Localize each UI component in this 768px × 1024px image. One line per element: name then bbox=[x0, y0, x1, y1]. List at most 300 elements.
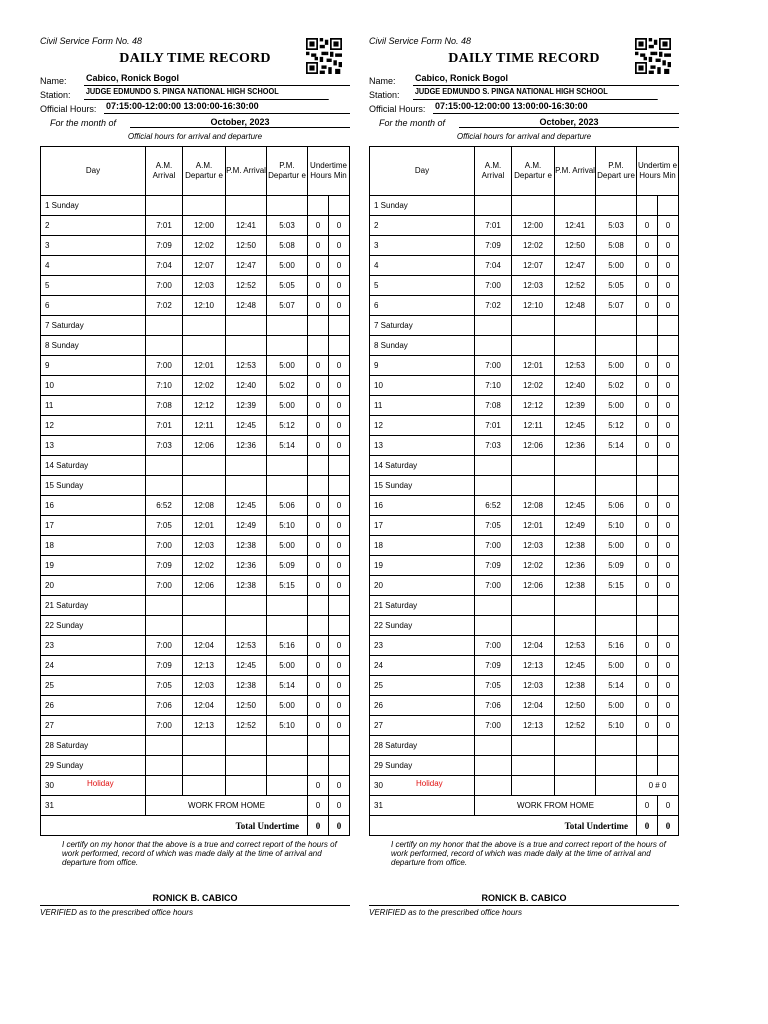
undertime-min-cell bbox=[657, 616, 678, 636]
undertime-hours-cell: 0 bbox=[637, 516, 658, 536]
day-cell: 6 bbox=[370, 296, 475, 316]
undertime-min-cell: 0 bbox=[657, 376, 678, 396]
undertime-min-cell bbox=[657, 596, 678, 616]
total-hours-cell: 0 bbox=[637, 816, 658, 836]
table-row bbox=[41, 656, 350, 676]
work-from-home-label: WORK FROM HOME bbox=[146, 796, 308, 816]
undertime-hours-cell: 0 bbox=[637, 696, 658, 716]
pm-arrival-cell: 12:48 bbox=[226, 296, 267, 316]
undertime-hours-cell: 0 bbox=[637, 416, 658, 436]
pm-departure-cell bbox=[596, 596, 637, 616]
undertime-hours-cell bbox=[637, 596, 658, 616]
am-departure-cell: 12:04 bbox=[512, 636, 555, 656]
am-departure-cell: 12:00 bbox=[183, 216, 226, 236]
work-from-home-row bbox=[41, 796, 350, 816]
day-cell: 21 Saturday bbox=[370, 596, 475, 616]
table-row bbox=[41, 216, 350, 236]
certification-text: I certify on my honor that the above is a true and correct report of the hours of work performed, record of which was made daily at the time of arrival and departure from office. bbox=[391, 840, 666, 867]
pm-departure-cell bbox=[267, 776, 308, 796]
day-cell: 4 bbox=[370, 256, 475, 276]
total-undertime-label: Total Undertime bbox=[41, 816, 308, 836]
table-row bbox=[41, 696, 350, 716]
am-arrival-cell bbox=[146, 776, 183, 796]
undertime-min-cell bbox=[657, 336, 678, 356]
undertime-hours-cell: 0 bbox=[308, 376, 329, 396]
am-arrival-cell bbox=[475, 776, 512, 796]
undertime-min-cell: 0 bbox=[657, 696, 678, 716]
pm-departure-cell: 5:00 bbox=[596, 396, 637, 416]
undertime-min-cell: 0 bbox=[657, 636, 678, 656]
am-arrival-cell bbox=[146, 596, 183, 616]
undertime-min-cell: 0 bbox=[328, 496, 349, 516]
table-row bbox=[41, 536, 350, 556]
am-departure-cell: 12:12 bbox=[183, 396, 226, 416]
undertime-hours-cell bbox=[308, 196, 329, 216]
day-cell: 17 bbox=[370, 516, 475, 536]
pm-departure-cell bbox=[596, 736, 637, 756]
pm-departure-cell: 5:00 bbox=[596, 696, 637, 716]
undertime-hours-cell: 0 bbox=[308, 356, 329, 376]
am-departure-cell: 12:01 bbox=[512, 516, 555, 536]
table-row bbox=[41, 356, 350, 376]
pm-arrival-cell: 12:45 bbox=[555, 496, 596, 516]
day-cell: 29 Sunday bbox=[370, 756, 475, 776]
pm-arrival-cell bbox=[226, 736, 267, 756]
undertime-hours-cell: 0 bbox=[637, 276, 658, 296]
day-cell: 13 bbox=[41, 436, 146, 456]
table-row bbox=[41, 736, 350, 756]
pm-arrival-cell: 12:38 bbox=[226, 536, 267, 556]
signatory-name: RONICK B. CABICO bbox=[40, 893, 350, 906]
am-departure-cell: 12:08 bbox=[183, 496, 226, 516]
day-cell: 23 bbox=[370, 636, 475, 656]
undertime-hours-cell bbox=[308, 336, 329, 356]
page-title: DAILY TIME RECORD bbox=[448, 51, 600, 66]
undertime-hours-cell bbox=[308, 316, 329, 336]
official-hours-label: Official Hours: bbox=[369, 104, 426, 114]
table-row bbox=[41, 596, 350, 616]
pm-departure-cell bbox=[267, 476, 308, 496]
day-cell: 12 bbox=[41, 416, 146, 436]
day-cell: 15 Sunday bbox=[41, 476, 146, 496]
am-arrival-cell: 7:00 bbox=[475, 536, 512, 556]
day-cell: 29 Sunday bbox=[41, 756, 146, 776]
table-row bbox=[41, 476, 350, 496]
pm-departure-cell: 5:08 bbox=[596, 236, 637, 256]
undertime-min-cell: 0 bbox=[328, 416, 349, 436]
undertime-min-cell: 0 bbox=[657, 796, 678, 816]
am-arrival-cell: 6:52 bbox=[146, 496, 183, 516]
table-row bbox=[41, 436, 350, 456]
total-row bbox=[370, 816, 679, 836]
am-arrival-cell: 7:00 bbox=[475, 576, 512, 596]
table-row bbox=[370, 196, 679, 216]
am-arrival-cell: 7:02 bbox=[475, 296, 512, 316]
pm-arrival-cell bbox=[226, 476, 267, 496]
dtr-form-left bbox=[40, 36, 350, 917]
undertime-min-cell: 0 bbox=[328, 356, 349, 376]
pm-departure-cell: 5:15 bbox=[267, 576, 308, 596]
am-arrival-cell bbox=[146, 336, 183, 356]
pm-arrival-cell: 12:36 bbox=[555, 556, 596, 576]
table-row bbox=[370, 756, 679, 776]
total-undertime-label: Total Undertime bbox=[370, 816, 637, 836]
total-row bbox=[41, 816, 350, 836]
am-departure-cell: 12:02 bbox=[512, 376, 555, 396]
pm-arrival-cell bbox=[555, 756, 596, 776]
day-cell: 9 bbox=[370, 356, 475, 376]
day-cell: 31 bbox=[41, 796, 146, 816]
undertime-hours-cell bbox=[637, 316, 658, 336]
pm-arrival-cell bbox=[226, 196, 267, 216]
day-cell: 8 Sunday bbox=[370, 336, 475, 356]
pm-departure-cell bbox=[267, 456, 308, 476]
undertime-min-cell bbox=[657, 316, 678, 336]
name-label: Name: bbox=[40, 76, 67, 86]
pm-departure-cell bbox=[596, 616, 637, 636]
table-row bbox=[41, 676, 350, 696]
pm-arrival-cell: 12:50 bbox=[226, 696, 267, 716]
table-row bbox=[41, 616, 350, 636]
am-departure-cell: 12:07 bbox=[512, 256, 555, 276]
pm-arrival-cell: 12:50 bbox=[226, 236, 267, 256]
pm-departure-cell: 5:09 bbox=[596, 556, 637, 576]
day-cell: 15 Sunday bbox=[370, 476, 475, 496]
table-row bbox=[370, 736, 679, 756]
undertime-hours-cell: 0 bbox=[637, 576, 658, 596]
undertime-hours-cell bbox=[308, 456, 329, 476]
am-arrival-cell: 7:03 bbox=[146, 436, 183, 456]
am-departure-cell: 12:02 bbox=[183, 556, 226, 576]
undertime-min-cell: 0 bbox=[328, 536, 349, 556]
work-from-home-label: WORK FROM HOME bbox=[475, 796, 637, 816]
am-arrival-cell: 7:00 bbox=[146, 276, 183, 296]
am-departure-cell bbox=[512, 456, 555, 476]
pm-departure-cell bbox=[267, 336, 308, 356]
undertime-min-cell: 0 bbox=[328, 696, 349, 716]
undertime-min-cell: 0 bbox=[657, 496, 678, 516]
am-arrival-cell: 7:10 bbox=[475, 376, 512, 396]
pm-arrival-cell bbox=[555, 736, 596, 756]
am-arrival-cell bbox=[475, 456, 512, 476]
day-cell: 2 bbox=[370, 216, 475, 236]
am-arrival-cell: 7:08 bbox=[146, 396, 183, 416]
table-row bbox=[370, 416, 679, 436]
undertime-hours-cell: 0 bbox=[308, 636, 329, 656]
day-cell: 1 Sunday bbox=[41, 196, 146, 216]
am-arrival-cell: 7:00 bbox=[146, 356, 183, 376]
undertime-hours-cell: 0 bbox=[308, 696, 329, 716]
am-arrival-cell: 7:01 bbox=[146, 216, 183, 236]
table-row bbox=[370, 296, 679, 316]
pm-arrival-cell: 12:47 bbox=[226, 256, 267, 276]
am-arrival-cell: 7:04 bbox=[146, 256, 183, 276]
total-hours-cell: 0 bbox=[308, 816, 329, 836]
pm-departure-cell bbox=[267, 616, 308, 636]
am-arrival-cell bbox=[475, 336, 512, 356]
undertime-hours-cell: 0 bbox=[637, 796, 658, 816]
header-day: Day bbox=[370, 147, 475, 196]
am-arrival-cell: 7:00 bbox=[475, 716, 512, 736]
undertime-min-cell: 0 bbox=[657, 416, 678, 436]
undertime-hours-cell bbox=[637, 336, 658, 356]
undertime-hours-cell: 0 bbox=[308, 676, 329, 696]
day-cell: 24 bbox=[41, 656, 146, 676]
undertime-min-cell bbox=[328, 316, 349, 336]
am-arrival-cell: 7:09 bbox=[146, 236, 183, 256]
pm-arrival-cell: 12:52 bbox=[226, 276, 267, 296]
pm-arrival-cell: 12:41 bbox=[226, 216, 267, 236]
day-cell: 28 Saturday bbox=[41, 736, 146, 756]
pm-arrival-cell: 12:50 bbox=[555, 696, 596, 716]
pm-departure-cell: 5:05 bbox=[596, 276, 637, 296]
day-cell: 25 bbox=[41, 676, 146, 696]
undertime-min-cell: 0 bbox=[328, 276, 349, 296]
header-am-arrival: A.M. Arrival bbox=[146, 147, 183, 196]
undertime-hours-cell bbox=[637, 456, 658, 476]
pm-arrival-cell bbox=[226, 316, 267, 336]
day-cell: 23 bbox=[41, 636, 146, 656]
table-row bbox=[370, 356, 679, 376]
pm-arrival-cell: 12:45 bbox=[226, 416, 267, 436]
day-cell: 19 bbox=[370, 556, 475, 576]
undertime-hours-cell: 0 bbox=[637, 356, 658, 376]
am-arrival-cell: 7:09 bbox=[475, 236, 512, 256]
am-departure-cell: 12:02 bbox=[512, 556, 555, 576]
pm-departure-cell: 5:02 bbox=[267, 376, 308, 396]
undertime-min-cell: 0 bbox=[328, 716, 349, 736]
undertime-min-cell bbox=[328, 196, 349, 216]
undertime-hours-cell: 0 bbox=[637, 376, 658, 396]
pm-departure-cell: 5:00 bbox=[267, 396, 308, 416]
am-departure-cell: 12:02 bbox=[183, 236, 226, 256]
pm-arrival-cell bbox=[555, 316, 596, 336]
undertime-hours-cell bbox=[308, 616, 329, 636]
pm-departure-cell: 5:16 bbox=[267, 636, 308, 656]
undertime-hours-cell: 0 bbox=[308, 536, 329, 556]
am-departure-cell bbox=[512, 736, 555, 756]
am-arrival-cell: 6:52 bbox=[475, 496, 512, 516]
day-cell: 14 Saturday bbox=[370, 456, 475, 476]
undertime-min-cell bbox=[657, 456, 678, 476]
pm-departure-cell: 5:09 bbox=[267, 556, 308, 576]
undertime-min-cell: 0 bbox=[657, 576, 678, 596]
official-hours-value: 07:15:00-12:00:00 13:00:00-16:30:00 bbox=[433, 101, 679, 114]
table-row bbox=[370, 316, 679, 336]
undertime-min-cell: 0 bbox=[657, 356, 678, 376]
table-row bbox=[41, 276, 350, 296]
undertime-hours-cell bbox=[308, 756, 329, 776]
undertime-cell: 0 # 0 bbox=[637, 776, 679, 796]
am-departure-cell bbox=[183, 456, 226, 476]
am-arrival-cell: 7:10 bbox=[146, 376, 183, 396]
am-arrival-cell bbox=[146, 616, 183, 636]
day-cell: 17 bbox=[41, 516, 146, 536]
signatory-name: RONICK B. CABICO bbox=[369, 893, 679, 906]
undertime-min-cell: 0 bbox=[328, 296, 349, 316]
day-cell: 4 bbox=[41, 256, 146, 276]
day-cell: 10 bbox=[370, 376, 475, 396]
am-arrival-cell bbox=[475, 476, 512, 496]
am-departure-cell: 12:06 bbox=[512, 436, 555, 456]
am-arrival-cell: 7:09 bbox=[146, 656, 183, 676]
am-departure-cell bbox=[183, 736, 226, 756]
am-departure-cell: 12:01 bbox=[183, 516, 226, 536]
pm-departure-cell: 5:06 bbox=[596, 496, 637, 516]
am-arrival-cell: 7:00 bbox=[475, 356, 512, 376]
am-arrival-cell: 7:01 bbox=[146, 416, 183, 436]
pm-departure-cell: 5:12 bbox=[596, 416, 637, 436]
table-row bbox=[370, 656, 679, 676]
am-arrival-cell bbox=[475, 736, 512, 756]
pm-departure-cell: 5:10 bbox=[267, 716, 308, 736]
pm-arrival-cell: 12:52 bbox=[226, 716, 267, 736]
dtr-form-right bbox=[369, 36, 679, 917]
pm-arrival-cell: 12:38 bbox=[555, 576, 596, 596]
table-row bbox=[370, 376, 679, 396]
am-departure-cell: 12:03 bbox=[183, 676, 226, 696]
table-row bbox=[370, 696, 679, 716]
am-departure-cell: 12:01 bbox=[512, 356, 555, 376]
table-row bbox=[370, 436, 679, 456]
am-departure-cell: 12:13 bbox=[512, 656, 555, 676]
undertime-min-cell: 0 bbox=[328, 256, 349, 276]
table-row bbox=[370, 236, 679, 256]
day-cell: 22 Sunday bbox=[41, 616, 146, 636]
table-header bbox=[370, 147, 679, 196]
table-row bbox=[370, 616, 679, 636]
pm-departure-cell: 5:14 bbox=[267, 676, 308, 696]
undertime-min-cell bbox=[328, 596, 349, 616]
day-cell: 22 Sunday bbox=[370, 616, 475, 636]
table-row bbox=[370, 516, 679, 536]
undertime-min-cell bbox=[328, 616, 349, 636]
table-row bbox=[41, 756, 350, 776]
day-cell: 3 bbox=[370, 236, 475, 256]
employee-info bbox=[40, 72, 350, 128]
am-departure-cell: 12:00 bbox=[512, 216, 555, 236]
day-cell: 8 Sunday bbox=[41, 336, 146, 356]
table-row bbox=[41, 636, 350, 656]
day-cell: 18 bbox=[370, 536, 475, 556]
pm-arrival-cell: 12:40 bbox=[226, 376, 267, 396]
day-cell: 14 Saturday bbox=[41, 456, 146, 476]
undertime-hours-cell: 0 bbox=[308, 656, 329, 676]
pm-departure-cell bbox=[596, 336, 637, 356]
pm-arrival-cell: 12:45 bbox=[555, 416, 596, 436]
undertime-hours-cell: 0 bbox=[637, 296, 658, 316]
official-hours-note: Official hours for arrival and departure bbox=[127, 132, 263, 141]
am-departure-cell bbox=[512, 596, 555, 616]
station-name: JUDGE EDMUNDO S. PINGA NATIONAL HIGH SCHOOL bbox=[84, 87, 329, 100]
day-cell: 13 bbox=[370, 436, 475, 456]
table-row bbox=[41, 716, 350, 736]
am-departure-cell bbox=[183, 776, 226, 796]
undertime-min-cell: 0 bbox=[328, 236, 349, 256]
undertime-min-cell: 0 bbox=[657, 656, 678, 676]
am-departure-cell bbox=[512, 616, 555, 636]
am-arrival-cell bbox=[146, 756, 183, 776]
am-departure-cell bbox=[512, 476, 555, 496]
pm-departure-cell: 5:02 bbox=[596, 376, 637, 396]
form-number: Civil Service Form No. 48 bbox=[369, 36, 472, 46]
pm-departure-cell: 5:07 bbox=[596, 296, 637, 316]
pm-arrival-cell bbox=[226, 336, 267, 356]
am-departure-cell: 12:02 bbox=[512, 236, 555, 256]
table-row bbox=[370, 476, 679, 496]
undertime-min-cell bbox=[657, 476, 678, 496]
pm-arrival-cell: 12:49 bbox=[226, 516, 267, 536]
am-departure-cell: 12:03 bbox=[512, 676, 555, 696]
undertime-min-cell: 0 bbox=[328, 796, 349, 816]
header-pm-arrival: P.M. Arrival bbox=[226, 147, 267, 196]
pm-departure-cell: 5:10 bbox=[596, 716, 637, 736]
time-record-table bbox=[369, 146, 679, 836]
day-cell: 21 Saturday bbox=[41, 596, 146, 616]
header-pm-departure: P.M. Departur e bbox=[267, 147, 308, 196]
verified-note: VERIFIED as to the prescribed office hours bbox=[40, 908, 193, 917]
official-hours-value: 07:15:00-12:00:00 13:00:00-16:30:00 bbox=[104, 101, 350, 114]
undertime-min-cell: 0 bbox=[657, 216, 678, 236]
header-am-departure: A.M. Departur e bbox=[183, 147, 226, 196]
pm-arrival-cell: 12:53 bbox=[226, 356, 267, 376]
undertime-hours-cell: 0 bbox=[637, 236, 658, 256]
pm-arrival-cell: 12:38 bbox=[555, 536, 596, 556]
pm-departure-cell bbox=[596, 476, 637, 496]
pm-departure-cell: 5:10 bbox=[267, 516, 308, 536]
undertime-hours-cell: 0 bbox=[637, 656, 658, 676]
page-title: DAILY TIME RECORD bbox=[119, 51, 271, 66]
undertime-hours-cell: 0 bbox=[308, 576, 329, 596]
pm-arrival-cell: 12:53 bbox=[555, 356, 596, 376]
pm-arrival-cell: 12:36 bbox=[226, 436, 267, 456]
pm-departure-cell bbox=[596, 316, 637, 336]
table-row bbox=[41, 376, 350, 396]
undertime-hours-cell: 0 bbox=[308, 276, 329, 296]
pm-departure-cell: 5:14 bbox=[267, 436, 308, 456]
am-arrival-cell: 7:05 bbox=[146, 676, 183, 696]
undertime-hours-cell bbox=[308, 596, 329, 616]
am-arrival-cell: 7:00 bbox=[146, 576, 183, 596]
undertime-min-cell: 0 bbox=[657, 536, 678, 556]
table-row bbox=[370, 496, 679, 516]
pm-arrival-cell: 12:39 bbox=[226, 396, 267, 416]
table-row bbox=[370, 216, 679, 236]
day-cell: 9 bbox=[41, 356, 146, 376]
undertime-min-cell: 0 bbox=[328, 636, 349, 656]
table-row bbox=[41, 236, 350, 256]
am-departure-cell bbox=[183, 596, 226, 616]
day-cell: 6 bbox=[41, 296, 146, 316]
undertime-hours-cell: 0 bbox=[308, 416, 329, 436]
undertime-hours-cell: 0 bbox=[308, 716, 329, 736]
undertime-hours-cell: 0 bbox=[637, 436, 658, 456]
table-row bbox=[370, 536, 679, 556]
station-label: Station: bbox=[369, 90, 400, 100]
am-departure-cell: 12:10 bbox=[512, 296, 555, 316]
pm-arrival-cell: 12:52 bbox=[555, 716, 596, 736]
month-label: For the month of bbox=[379, 118, 446, 128]
day-cell: 11 bbox=[370, 396, 475, 416]
am-arrival-cell: 7:01 bbox=[475, 416, 512, 436]
pm-departure-cell bbox=[267, 196, 308, 216]
pm-departure-cell: 5:15 bbox=[596, 576, 637, 596]
holiday-label: Holiday bbox=[416, 779, 443, 788]
day-cell: 7 Saturday bbox=[370, 316, 475, 336]
undertime-min-cell bbox=[328, 476, 349, 496]
table-row bbox=[41, 196, 350, 216]
undertime-min-cell: 0 bbox=[657, 296, 678, 316]
